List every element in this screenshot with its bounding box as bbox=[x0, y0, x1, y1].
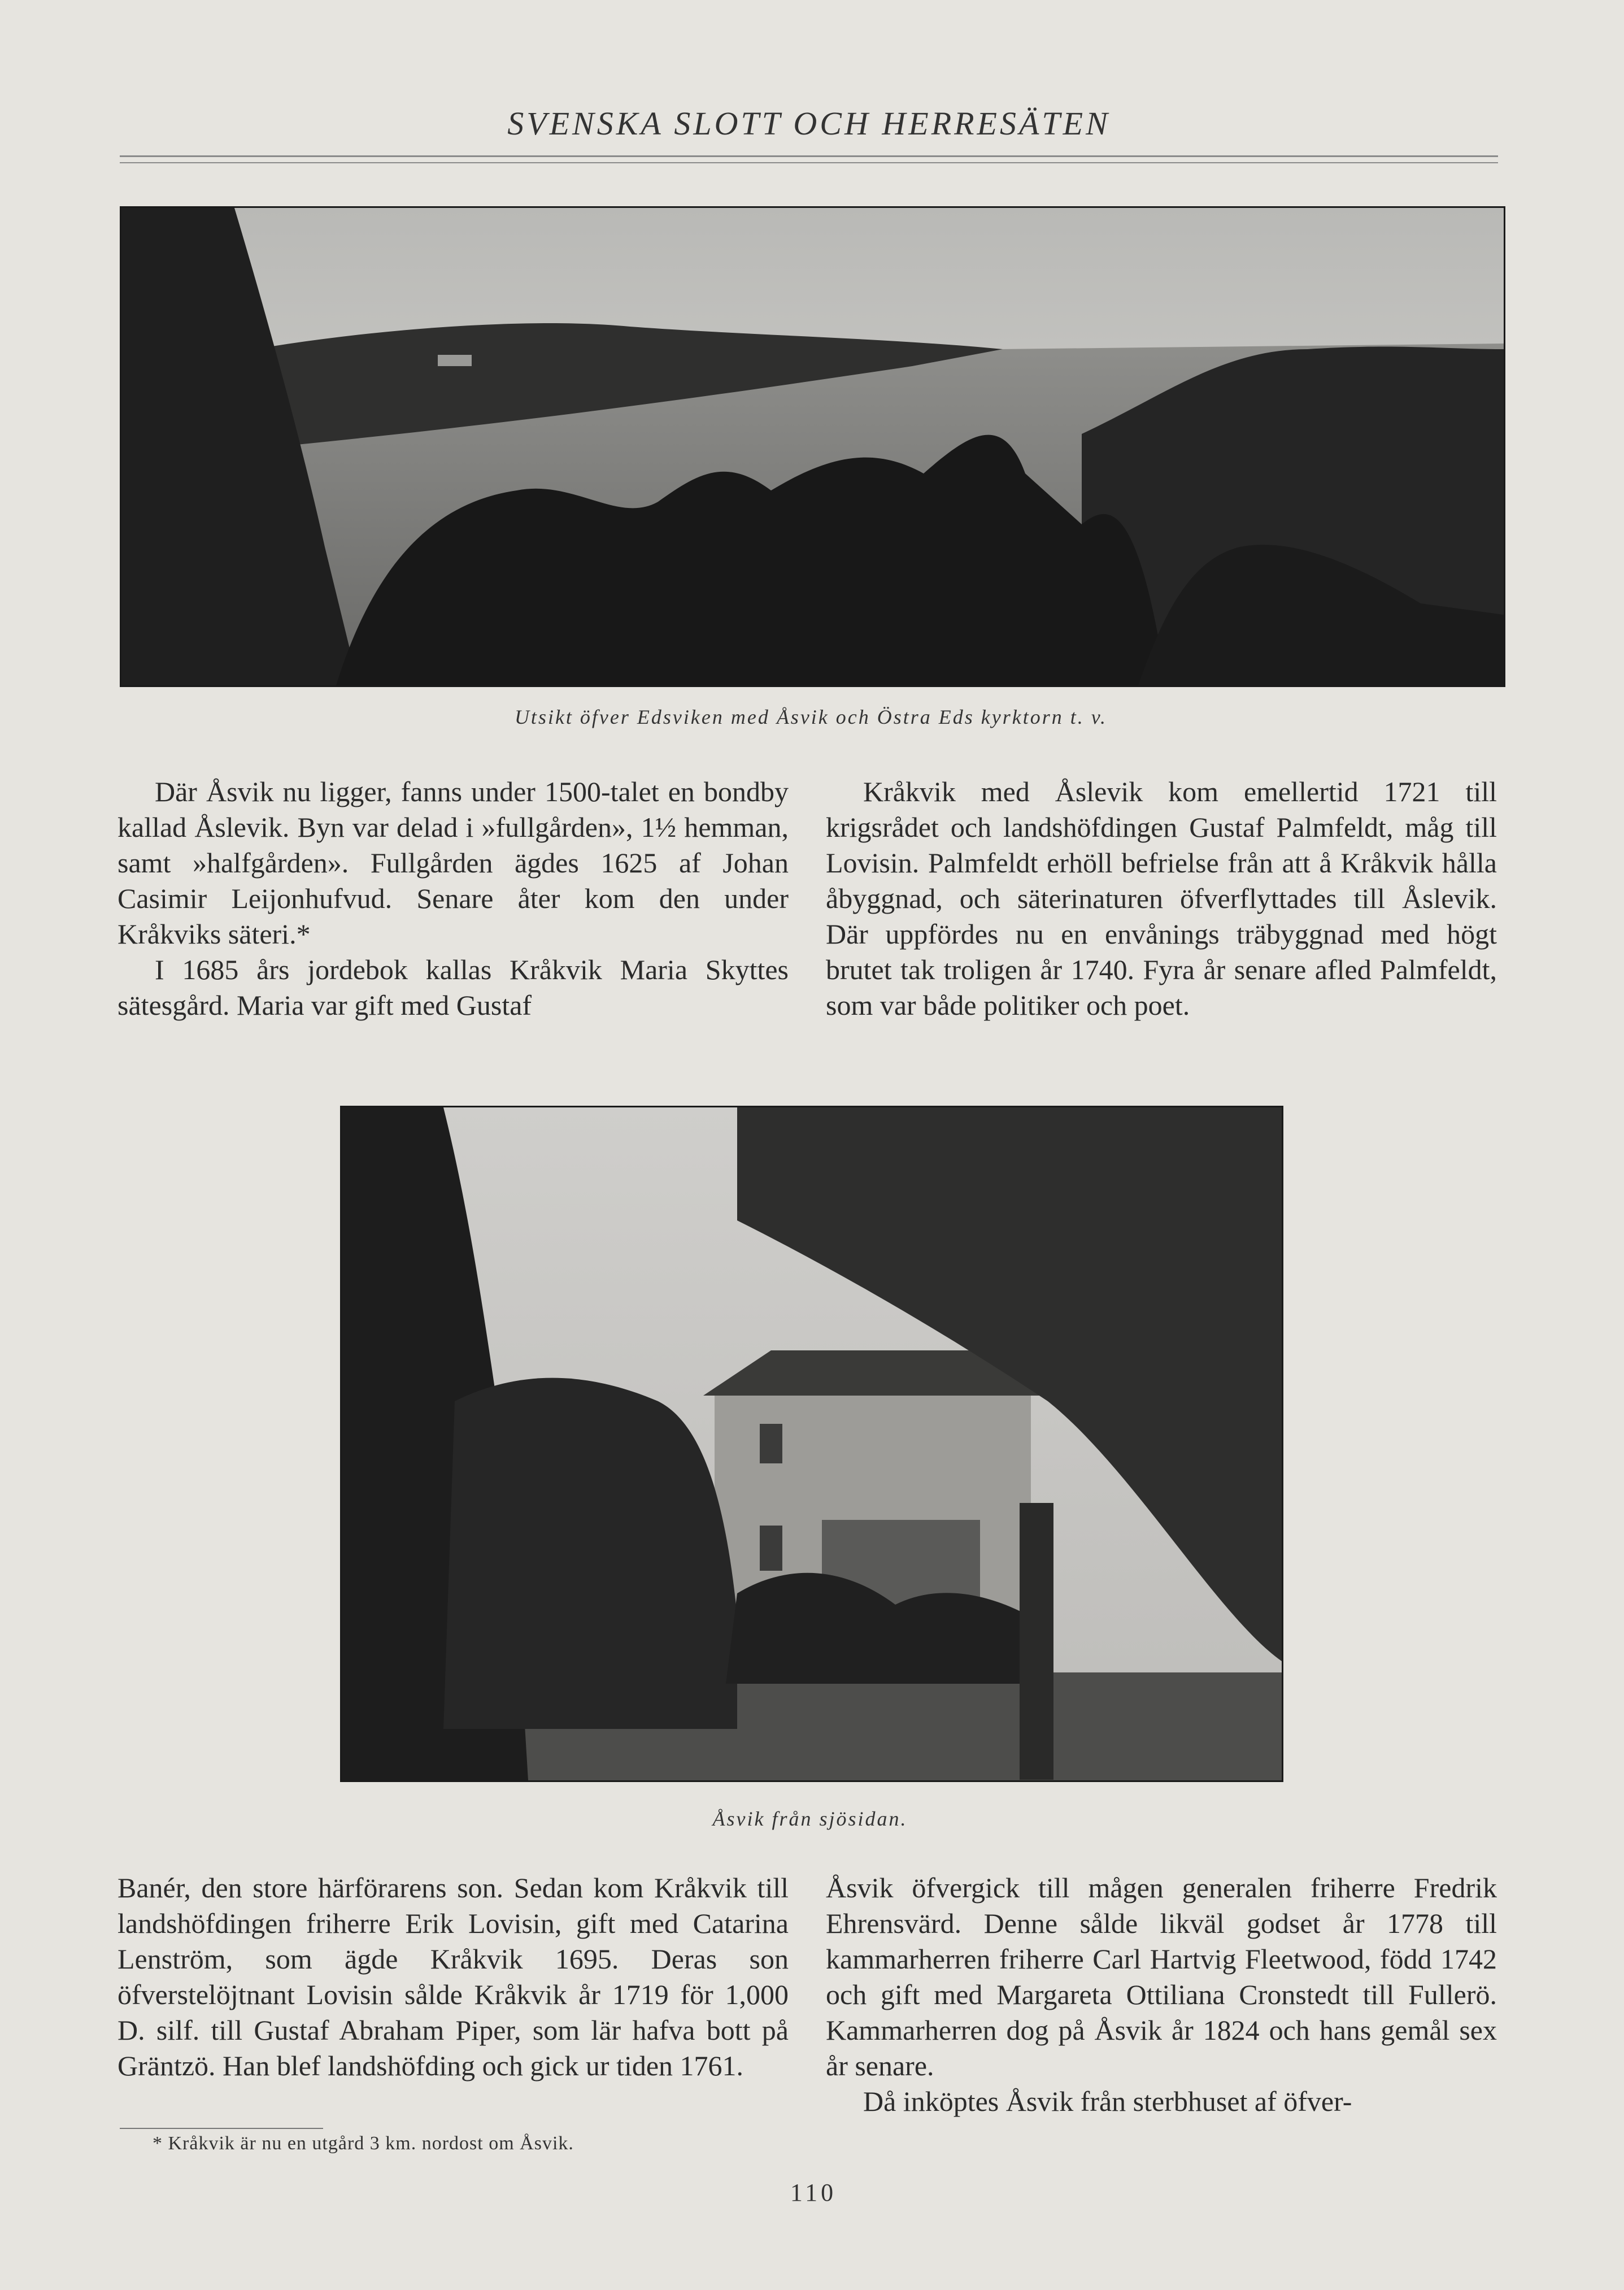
upper-right-column bbox=[826, 774, 1497, 1023]
paragraph: Åsvik öfvergick till mågen generalen friherre Fredrik Ehrensvärd. Denne sålde likväl godset år 1778 till kammarherren friherre Carl Hartvig Fleetwood, född 1742 och gift med Margareta Ottiliana Cronstedt till Fullerö. Kammarherren dog på Åsvik år 1824 och hans gemål sex år senare. bbox=[826, 1872, 1497, 2082]
paragraph: Då inköptes Åsvik från sterbhuset af öfver- bbox=[863, 2085, 1352, 2117]
paragraph: Där Åsvik nu ligger, fanns under 1500-talet en bondby kallad Åslevik. Byn var delad i »fullgården», 1½ hemman, samt »halfgården». Fullgården ägdes 1625 af Johan Casimir Leijonhufvud. Senare åter kom den under Kråkviks säteri.* bbox=[117, 776, 789, 950]
page-number: 110 bbox=[790, 2179, 837, 2206]
house-photo bbox=[340, 1106, 1283, 1782]
landscape-photo-image bbox=[121, 208, 1504, 685]
running-title: SVENSKA SLOTT OCH HERRESÄTEN bbox=[507, 105, 1111, 142]
lower-right-column bbox=[826, 1870, 1497, 2119]
paragraph: Banér, den store härförarens son. Sedan kom Kråkvik till landshöfdingen friherre Erik Lovisin, gift med Catarina Lenström, som ägde Kråkvik 1695. Deras son öfverstelöjtnant Lovisin sålde Kråkvik år 1719 för 1,000 D. silf. till Gustaf Abraham Piper, som lär hafva bott på Gräntzö. Han blef landshöfding och gick ur tiden 1761. bbox=[117, 1872, 789, 2082]
header-rule bbox=[120, 155, 1498, 163]
upper-left-column bbox=[117, 774, 789, 1023]
footnote-rule bbox=[120, 2128, 323, 2129]
house-photo-caption: Åsvik från sjösidan. bbox=[712, 1807, 908, 1830]
paragraph: Kråkvik med Åslevik kom emellertid 1721 till krigsrådet och landshöfdingen Gustaf Palmfeldt, måg till Lovisin. Palmfeldt erhöll befrielse från att å Kråkvik hålla åbyggnad, och säterinaturen öfverflyttades till Åslevik. Där uppfördes nu en envånings träbyggnad med högt brutet tak troligen år 1740. Fyra år senare afled Palmfeldt, som var både politiker och poet. bbox=[826, 776, 1497, 1021]
paragraph: I 1685 års jordebok kallas Kråkvik Maria Skyttes sätesgård. Maria var gift med Gustaf bbox=[117, 954, 789, 1021]
lower-left-column bbox=[117, 1870, 789, 2084]
landscape-photo bbox=[120, 206, 1505, 687]
landscape-photo-caption: Utsikt öfver Edsviken med Åsvik och Östra Eds kyrktorn t. v. bbox=[514, 706, 1108, 728]
footnote: * Kråkvik är nu en utgård 3 km. nordost om Åsvik. bbox=[153, 2133, 574, 2154]
house-photo-image bbox=[342, 1107, 1282, 1780]
